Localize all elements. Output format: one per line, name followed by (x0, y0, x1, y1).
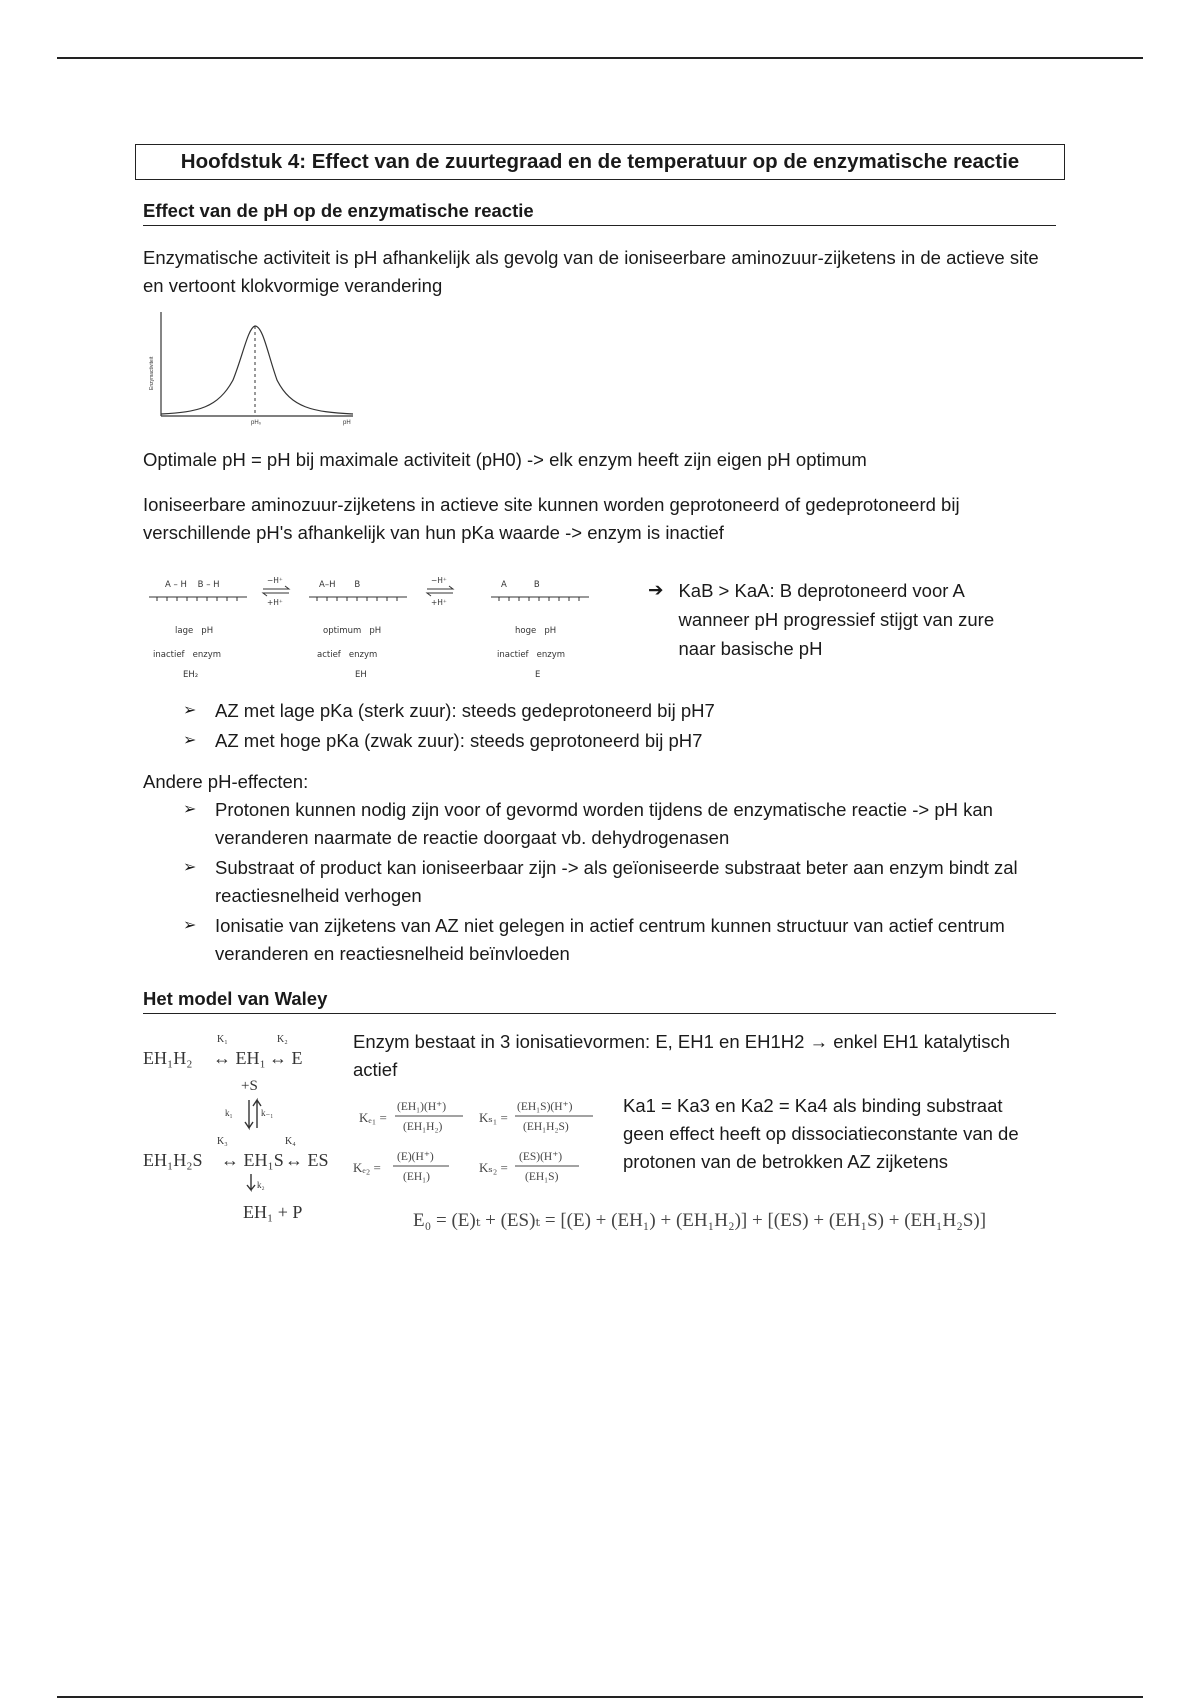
scheme-plus-s: +S (241, 1078, 258, 1094)
ka-note-text: KaB > KaA: B deprotoneerd voor A wanneer pH progressief stijgt van zure naar basische pH (678, 580, 995, 659)
ka-equations-row (353, 1092, 1058, 1192)
ks2-num: (ES)(H⁺) (519, 1151, 563, 1163)
scheme-k-rev: k₋₁ (261, 1108, 274, 1118)
curve-x-label: pH (343, 420, 351, 426)
page-content (143, 144, 1058, 1240)
chapter-title: Hoofdstuk 4: Effect van de zuurtegraad en de temperatuur op de enzymatische reactie (135, 144, 1065, 180)
list-item: ➢ Substraat of product kan ioniseerbaar zijn -> als geïoniseerde substraat beter aan enzym bindt zal reactiesnelheid verhogen (183, 854, 1058, 910)
state-hoge-enzym: inactief enzym (497, 650, 566, 660)
other-ph-effects-label: Andere pH-effecten: (143, 771, 309, 792)
e0-equation: E₀ = (E)ₜ + (ES)ₜ = [(E) + (EH₁) + (EH₁H₂)] + [(ES) + (EH₁S) + (EH₁H₂S)] (413, 1210, 987, 1231)
pka-bullet-list (143, 697, 1058, 755)
scheme-product: EH₁ + P (243, 1202, 303, 1222)
scheme-eh1s: ↔ EH₁S (221, 1150, 284, 1170)
eq1-top: −H⁺ (267, 576, 283, 585)
section-heading-waley: Het model van Waley (143, 988, 1056, 1014)
other-effects-list (143, 796, 1058, 968)
scheme-k1: K₁ (217, 1034, 228, 1045)
page-top-rule (57, 57, 1143, 59)
ka-equality-text: Ka1 = Ka3 en Ka2 = Ka4 als binding substraat geen effect heeft op dissociatieconstante van de protonen van de betrokken AZ zijketens (623, 1095, 1019, 1172)
state-optimum-form: EH (355, 670, 367, 680)
ph-states-diagram (143, 557, 643, 697)
ke2-lhs: Kₑ₂ = (353, 1160, 381, 1175)
paragraph-ionizable-chains: Ioniseerbare aminozuur-zijketens in actieve site kunnen worden geprotoneerd of gedeprotoneerd bij verschillende pH's afhankelijk van hun pKa waarde -> enzym is inactief (143, 494, 960, 543)
state-hoge-form: E (535, 670, 541, 680)
bell-curve-figure (143, 310, 1058, 432)
ks2-den: (EH₁S) (525, 1171, 559, 1183)
state-lage-enzym: inactief enzym (153, 650, 222, 660)
waley-description (353, 1028, 1058, 1240)
scheme-k-fwd: k₁ (225, 1108, 233, 1118)
ks1-den: (EH₁H₂S) (523, 1121, 569, 1133)
scheme-k3: K₃ (217, 1136, 228, 1147)
waley-reaction-scheme (143, 1028, 353, 1238)
eq2-bottom: +H⁺ (431, 598, 447, 607)
curve-y-label: Enzymactiviteit (149, 356, 155, 390)
scheme-k4: K₄ (285, 1136, 296, 1147)
ke2-den: (EH₁) (403, 1171, 430, 1183)
paragraph-ph-dependence: Enzymatische activiteit is pH afhankelijk als gevolg van de ioniseerbare aminozuur-zijketens in de actieve site en vertoont klokvormige verandering (143, 247, 1039, 296)
ke1-den: (EH₁H₂) (403, 1121, 443, 1133)
ke1-lhs: Kₑ₁ = (359, 1110, 387, 1125)
total-enzyme-equation (353, 1200, 1058, 1240)
state-optimum-ph: optimum pH (323, 626, 382, 636)
state-optimum-enzym: actief enzym (317, 650, 378, 660)
ka-note (643, 557, 1033, 697)
waley-model (143, 1028, 1058, 1240)
bullet-arrow-icon: ➢ (183, 732, 197, 749)
ks2-lhs: Kₛ₂ = (479, 1160, 508, 1175)
bullet-arrow-icon: ➢ (183, 917, 197, 934)
ke1-num: (EH₁)(H⁺) (397, 1101, 447, 1113)
eq2-top: −H⁺ (431, 576, 447, 585)
bell-curve (161, 326, 353, 414)
scheme-eh1: ↔ EH₁ (213, 1048, 266, 1068)
dissociation-equations (353, 1092, 623, 1192)
ke2-num: (E)(H⁺) (397, 1151, 434, 1163)
scheme-eh1h2s: EH₁H₂S (143, 1150, 203, 1170)
state-lage-form: EH₂ (183, 670, 199, 680)
eq1-bottom: +H⁺ (267, 598, 283, 607)
section-heading-ph: Effect van de pH op de enzymatische reactie (143, 200, 1056, 226)
state-optimum-groups: A–H B (319, 580, 361, 590)
state-lage-groups: A – H B – H (165, 580, 220, 590)
bullet-arrow-icon: ➢ (183, 801, 197, 818)
bullet-arrow-icon: ➢ (183, 859, 197, 876)
ks1-num: (EH₁S)(H⁺) (517, 1101, 573, 1113)
state-hoge-groups: A B (501, 580, 540, 590)
scheme-e: ↔ E (269, 1048, 303, 1068)
paragraph-optimal-ph: Optimale pH = pH bij maximale activiteit (pH0) -> elk enzym heeft zijn eigen pH optimum (143, 449, 867, 470)
list-item: ➢ Protonen kunnen nodig zijn voor of gevormd worden tijdens de enzymatische reactie -> pH kan veranderen naarmate de reactie doorgaat vb. dehydrogenasen (183, 796, 1058, 852)
list-item: ➢ AZ met hoge pKa (zwak zuur): steeds geprotoneerd bij pH7 (183, 727, 1058, 755)
curve-x-tick-ph0: pH₀ (251, 420, 262, 426)
scheme-eh1h2: EH₁H₂ (143, 1048, 193, 1068)
scheme-k2: K₂ (277, 1034, 288, 1045)
page-bottom-rule (57, 1696, 1143, 1698)
state-lage-ph: lage pH (175, 626, 214, 636)
arrow-icon: ➔ (648, 579, 664, 600)
scheme-k2cat: k₂ (257, 1180, 265, 1190)
list-item: ➢ Ionisatie van zijketens van AZ niet gelegen in actief centrum kunnen structuur van actief centrum veranderen en reactiesnelheid beïnvloeden (183, 912, 1058, 968)
list-item: ➢ AZ met lage pKa (sterk zuur): steeds gedeprotoneerd bij pH7 (183, 697, 1058, 725)
ph-states-row (143, 557, 1058, 697)
state-hoge-ph: hoge pH (515, 626, 557, 636)
scheme-es: ↔ ES (285, 1150, 329, 1170)
ks1-lhs: Kₛ₁ = (479, 1110, 508, 1125)
bullet-arrow-icon: ➢ (183, 702, 197, 719)
ionization-forms-text: Enzym bestaat in 3 ionisatievormen: E, EH1 en EH1H2 → enkel EH1 katalytisch actief (353, 1031, 1011, 1080)
